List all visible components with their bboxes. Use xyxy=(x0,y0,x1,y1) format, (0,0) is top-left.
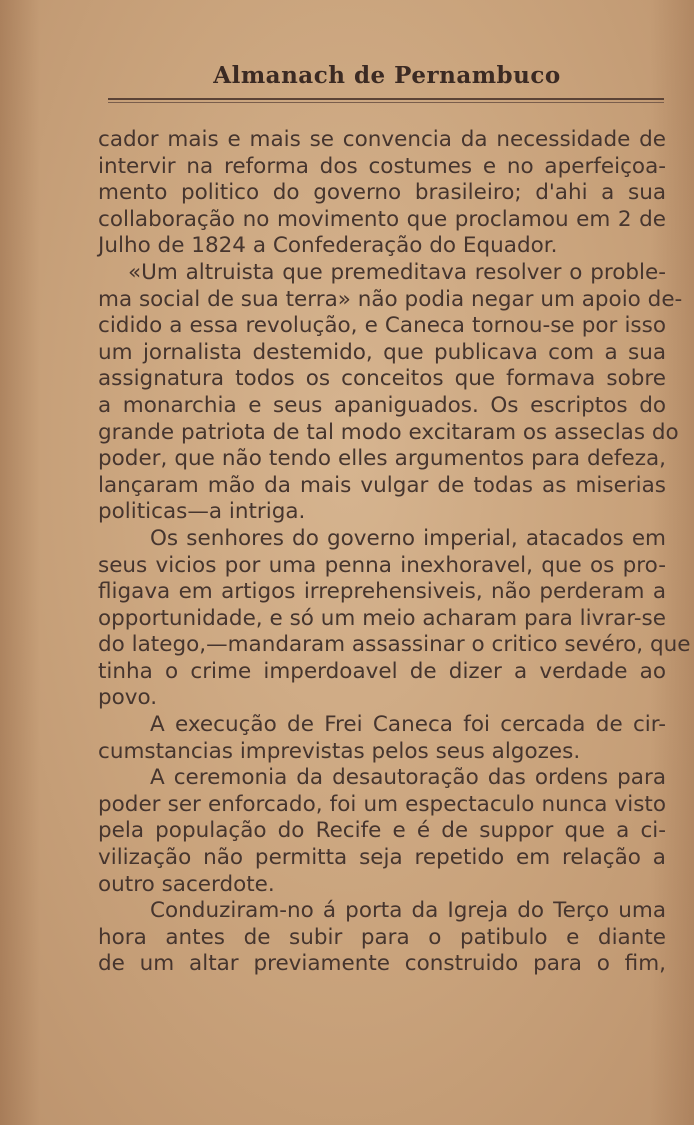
text-line: um jornalista destemido, que publicava com a sua xyxy=(98,339,666,365)
text-line: outro sacerdote. xyxy=(98,871,275,897)
text-line: «Um altruista que premeditava resolver o proble- xyxy=(128,259,666,285)
text-line: politicas—a intriga. xyxy=(98,499,306,525)
text-line: seus vicios por uma penna inexhoravel, que os pro- xyxy=(98,552,666,578)
text-line: de um altar previamente construido para o fim, xyxy=(98,951,666,977)
text-line: Julho de 1824 a Confederação do Equador. xyxy=(98,233,558,259)
text-line: fligava em artigos irreprehensiveis, não perderam a xyxy=(98,579,666,605)
text-line: A ceremonia da desautoração das ordens para xyxy=(150,765,666,791)
text-line: cador mais e mais se convencia da necessidade de xyxy=(98,127,666,152)
text-line: opportunidade, e só um meio acharam para livrar-se xyxy=(98,605,666,631)
header-title: Almanach de Pernambuco xyxy=(213,62,561,89)
running-header xyxy=(0,62,694,89)
text-line: Conduziram-no á porta da Igreja do Terço uma xyxy=(150,898,666,924)
text-line: cumstancias imprevistas pelos seus algozes. xyxy=(98,738,581,764)
text-line: poder ser enforcado, foi um espectaculo nunca visto xyxy=(98,791,666,817)
text-line: grande patriota de tal modo excitaram os asseclas do xyxy=(98,419,679,445)
text-line: hora antes de subir para o patibulo e diante xyxy=(98,924,666,950)
text-line: cidido a essa revolução, e Caneca tornou-se por isso xyxy=(98,313,666,339)
header-rule xyxy=(108,98,664,100)
text-line: do latego,—mandaram assassinar o critico sevéro, que xyxy=(98,632,691,658)
text-line: assignatura todos os conceitos que formava sobre xyxy=(98,366,666,392)
text-line: lançaram mão da mais vulgar de todas as miserias xyxy=(98,472,666,498)
text-line: Os senhores do governo imperial, atacados em xyxy=(150,525,666,551)
text-line: mento politico do governo brasileiro; d'ahi a sua xyxy=(98,180,666,206)
text-line: a monarchia e seus apaniguados. Os escriptos do xyxy=(98,392,666,418)
text-line: A execução de Frei Caneca foi cercada de cir- xyxy=(150,712,666,738)
text-line: tinha o crime imperdoavel de dizer a verdade ao xyxy=(98,658,666,684)
text-line: ma social de sua terra» não podia negar um apoio de- xyxy=(98,286,683,312)
text-line: povo. xyxy=(98,685,158,711)
body-text xyxy=(98,127,691,978)
text-line: poder, que não tendo elles argumentos para defeza, xyxy=(98,446,666,472)
text-line: pela população do Recife e é de suppor que a ci- xyxy=(98,818,666,844)
text-line: intervir na reforma dos costumes e no aperfeiçoa- xyxy=(98,153,666,179)
text-line: collaboração no movimento que proclamou em 2 de xyxy=(98,206,666,232)
text-line: vilização não permitta seja repetido em relação a xyxy=(98,845,666,871)
header-rule-thin xyxy=(108,102,664,103)
